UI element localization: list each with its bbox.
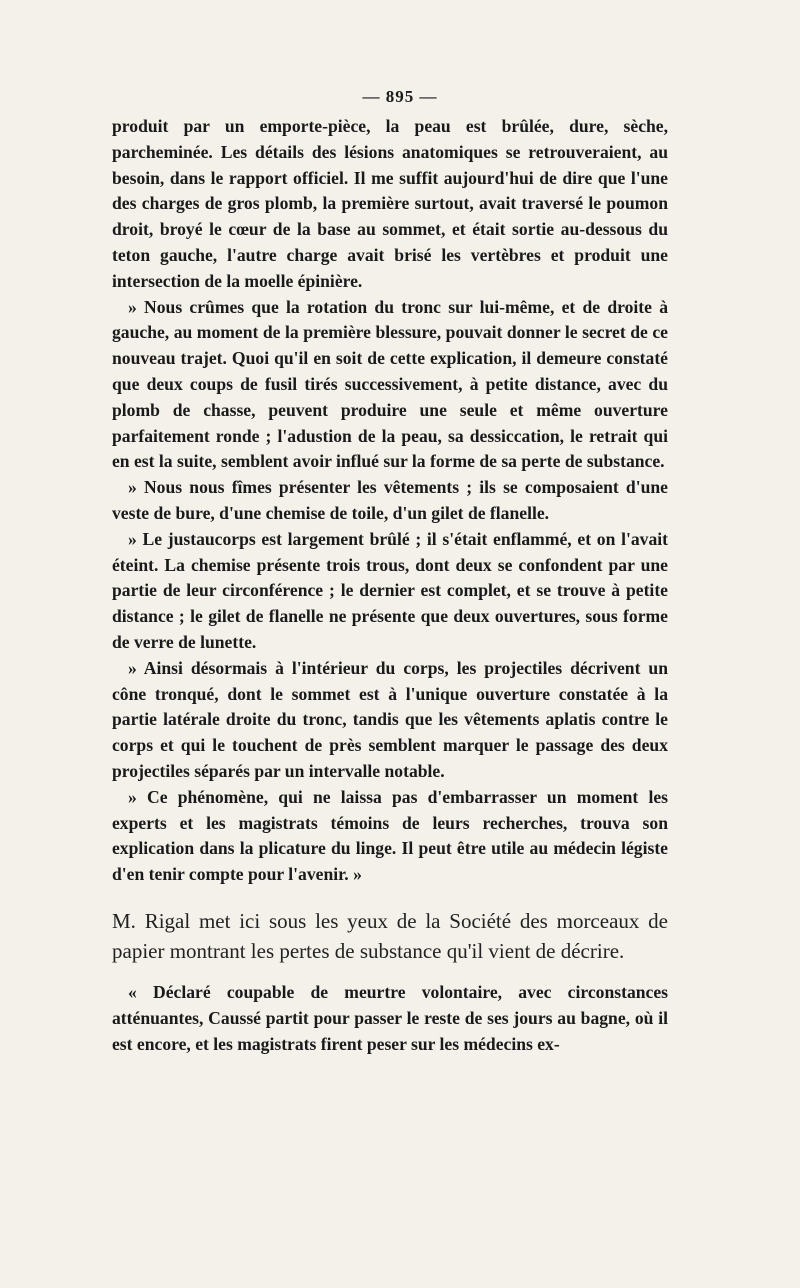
final-paragraph: « Déclaré coupable de meurtre volontaire, avec circonstances atténuantes, Caussé partit pour passer le reste de ses jours au bagne, où il est encore, et les magistrats firent peser sur les médecins ex- <box>112 981 668 1054</box>
paragraph-2: » Nous crûmes que la rotation du tronc sur lui-même, et de droite à gauche, au moment de la première blessure, pouvait donner le secret de ce nouveau trajet. Quoi qu'il en soit de cette explication, il demeure constaté que deux coups de fusil tirés successivement, à petite distance, avec du plomb de chasse, peuvent produire une seule et même ouverture parfaitement ronde ; l'adustion de la peau, sa dessiccation, le retrait qui en est la suite, semblent avoir influé sur la forme de sa perte de substance. <box>112 296 668 472</box>
paragraph-5: » Ainsi désormais à l'intérieur du corps, les projectiles décrivent un cône tronqué, dont le sommet est à l'unique ouverture constatée à la partie latérale droite du tronc, tandis que les vêtements aplatis contre le corps et qui le touchent de près semblent marquer le passage des deux projectiles séparés par un intervalle notable. <box>112 657 668 781</box>
editorial-note: M. Rigal met ici sous les yeux de la Société des morceaux de papier montrant les pertes de substance qu'il vient de décrire. <box>112 908 668 963</box>
paragraph-4: » Le justaucorps est largement brûlé ; il s'était enflammé, et on l'avait éteint. La chemise présente trois trous, dont deux se confondent par une partie de leur circonférence ; le dernier est complet, et se trouve à petite distance ; le gilet de flanelle ne présente que deux ouvertures, sous forme de verre de lunette. <box>112 528 668 652</box>
paragraph-6: » Ce phénomène, qui ne laissa pas d'embarrasser un moment les experts et les magistrats témoins de leurs recherches, trouva son explication dans la plicature du linge. Il peut être utile au médecin légiste d'en tenir compte pour l'avenir. » <box>112 786 668 885</box>
page-number: — 895 — <box>362 87 438 106</box>
book-page <box>112 84 668 1057</box>
paragraph-1: produit par un emporte-pièce, la peau est brûlée, dure, sèche, parcheminée. Les détails des lésions anatomiques se retrouveraient, au besoin, dans le rapport officiel. Il me suffit aujourd'hui de dire que l'une des charges de gros plomb, la première surtout, avait traversé le poumon droit, broyé le cœur de la base au sommet, et était sortie au-dessous du teton gauche, l'autre charge avait brisé les vertèbres et produit une intersection de la moelle épinière. <box>112 116 668 291</box>
paragraph-3: » Nous nous fîmes présenter les vêtements ; ils se composaient d'une veste de bure, d'une chemise de toile, d'un gilet de flanelle. <box>112 477 668 523</box>
